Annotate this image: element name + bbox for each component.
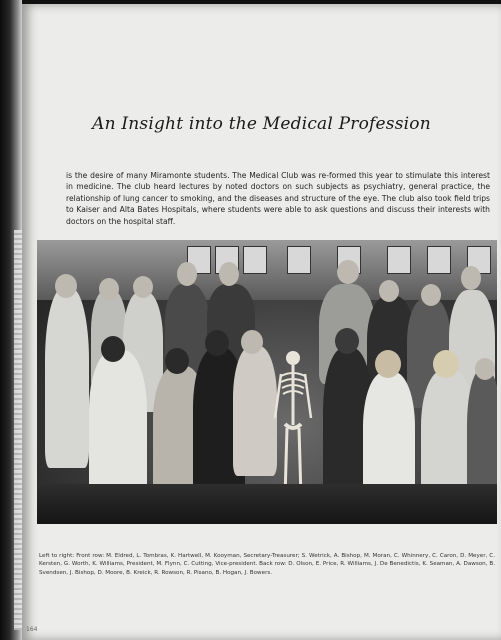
- person-head: [165, 348, 189, 374]
- person-head: [99, 278, 119, 300]
- person-head: [241, 330, 263, 354]
- person-head: [337, 260, 359, 284]
- page-number: 164: [26, 626, 38, 633]
- person-head: [433, 350, 459, 378]
- person-head: [475, 358, 495, 380]
- photo-caption: Left to right: Front row: M. Eldred, L. Tombras, K. Hartwell, M. Kooyman, Secretary-Treasurer; S. Wetrick, A. Bishop, M. Moran, C. Whinnery, C. Caron, D. Meyer, C. Kersten, G. Worth, K. Williams, President, M. Flynn, C. Cutting, Vice-president. Back row: D. Olson, E. Price, R. Williams, J. De Benedictis, K. Seaman, A. Dawson, B. Svendsen, J. Bishop, D. Moore, B. Kreick, R. Rowson, R. Pisano, B. Hogan, J. Bowers.: [39, 553, 495, 576]
- person-head: [335, 328, 359, 354]
- person-head: [133, 276, 153, 298]
- wall-poster: [287, 246, 311, 274]
- person-head: [55, 274, 77, 298]
- wall-poster: [427, 246, 451, 274]
- person-head: [375, 350, 401, 378]
- yearbook-page: [22, 4, 501, 640]
- person-figure: [89, 350, 147, 500]
- photo-floor: [37, 484, 497, 524]
- page-title: An Insight into the Medical Profession: [92, 114, 431, 134]
- wall-poster: [387, 246, 411, 274]
- person-head: [177, 262, 197, 286]
- person-head: [379, 280, 399, 302]
- intro-paragraph: is the desire of many Miramonte students. The Medical Club was re-formed this year to stimulate this interest in medicine. The club heard lectures by noted doctors on such subjects as psychiatry, general practice, the relationship of lung cancer to smoking, and the diseases and structure of the eye. The club also took field trips to Kaiser and Alta Bates Hospitals, where students were able to ask questions and discuss their interests with doctors on the hospital staff.: [66, 171, 490, 226]
- person-head: [101, 336, 125, 362]
- person-head: [219, 262, 239, 286]
- wall-poster: [243, 246, 267, 274]
- group-photo: [37, 240, 497, 524]
- person-figure: [45, 288, 89, 468]
- person-head: [421, 284, 441, 306]
- person-figure: [233, 346, 277, 476]
- person-head: [461, 266, 481, 290]
- person-head: [205, 330, 229, 356]
